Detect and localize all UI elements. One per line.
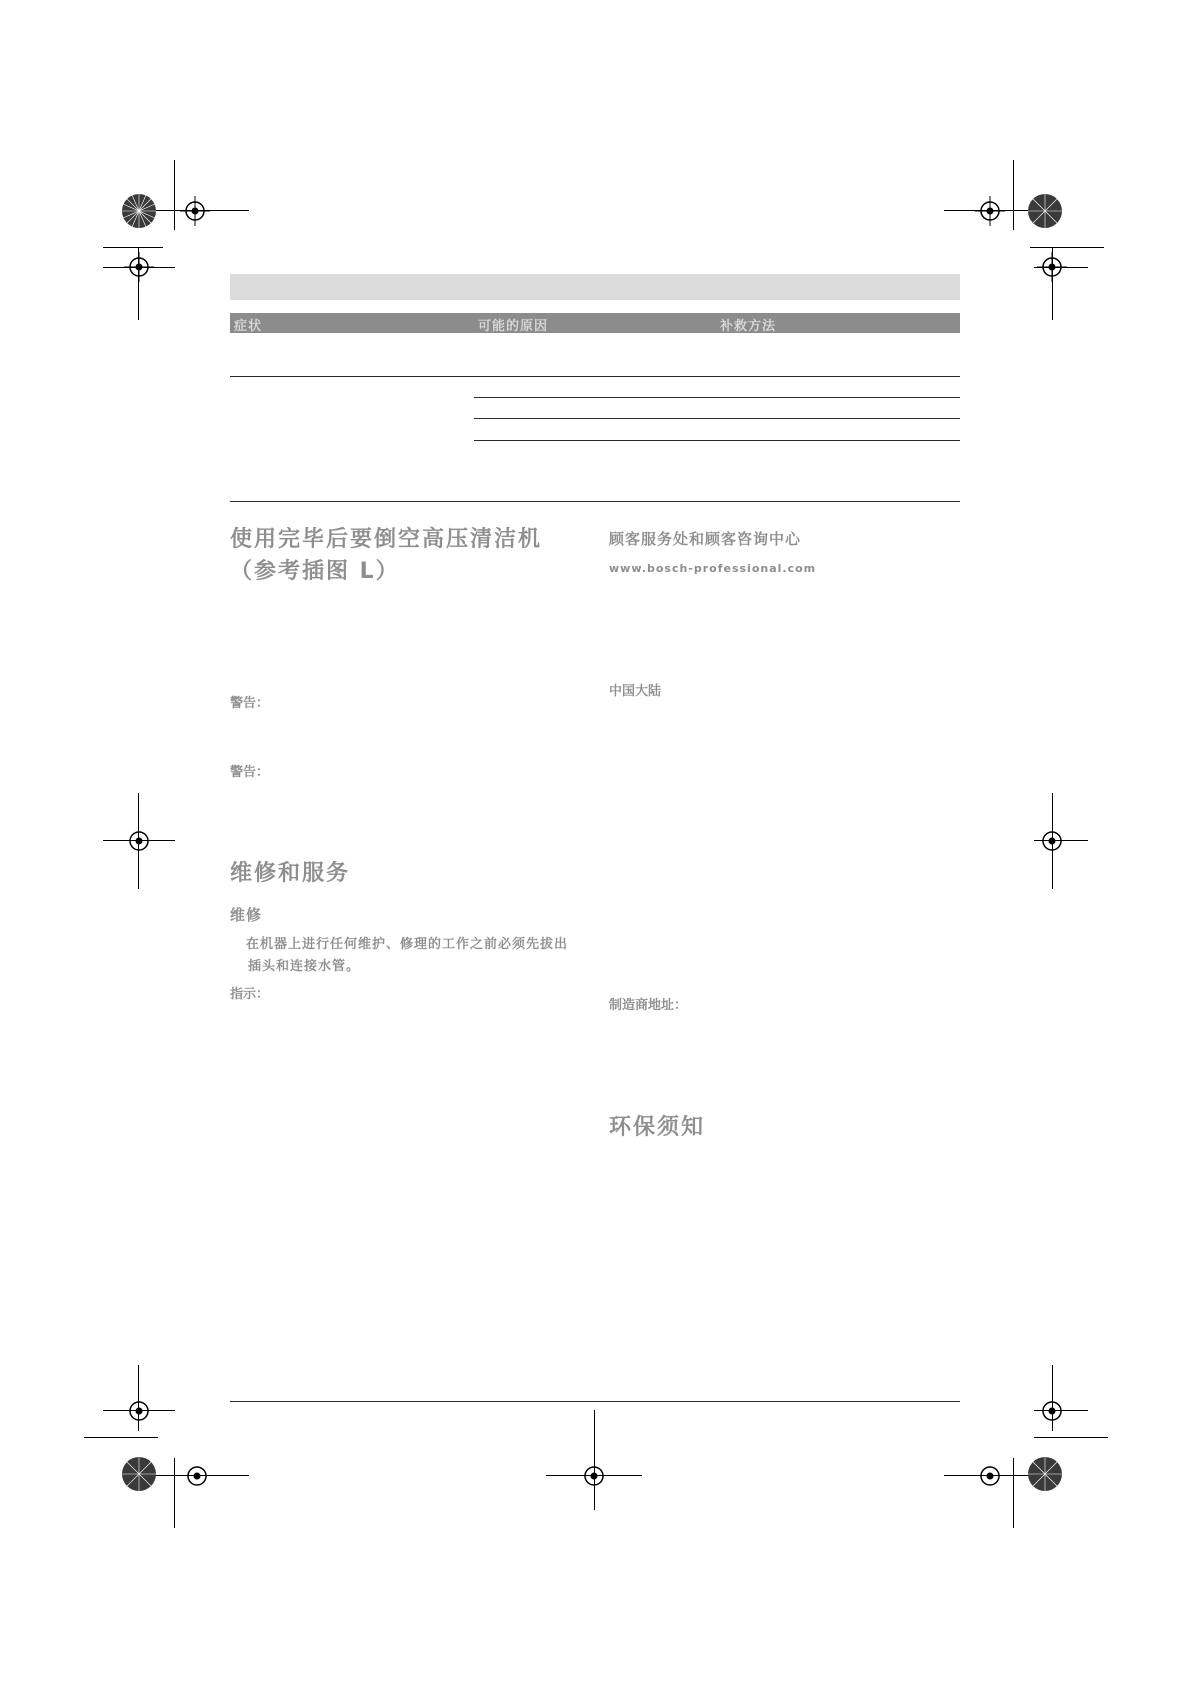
table-bottom-rule <box>230 501 960 502</box>
manufacturer-address-label: 制造商地址： <box>609 998 688 1013</box>
mainland-china-label: 中国大陆 <box>609 684 662 699</box>
maintenance-heading: 维修 <box>230 906 263 924</box>
crosshair-icon <box>124 1396 154 1426</box>
crosshair-icon <box>1037 826 1067 856</box>
bosch-website-link[interactable]: www.bosch-professional.com <box>609 562 817 575</box>
customer-service-heading: 顾客服务处和顾客咨询中心 <box>609 530 802 548</box>
crosshair-icon <box>1037 1396 1067 1426</box>
section-title-maintenance-service: 维修和服务 <box>230 861 351 886</box>
header-remedy: 补救方法 <box>720 319 777 334</box>
crosshair-icon <box>579 1461 609 1491</box>
header-symptom: 症状 <box>234 319 263 334</box>
header-band <box>230 274 960 300</box>
crosshair-icon <box>975 196 1005 226</box>
section-title-empty-machine <box>230 524 542 588</box>
warning-label: 警告： <box>230 765 270 780</box>
registration-rosette-icon <box>1027 1456 1063 1492</box>
title-line: （参考插图 L） <box>230 559 400 584</box>
troubleshooting-table-header <box>230 313 960 333</box>
crosshair-icon <box>124 826 154 856</box>
table-row-divider <box>474 397 960 398</box>
registration-rosette-icon <box>121 193 157 229</box>
crosshair-icon <box>975 1461 1005 1491</box>
footer-rule <box>230 1401 960 1402</box>
table-row-divider <box>474 418 960 419</box>
note-label: 指示： <box>230 987 270 1002</box>
registration-rosette-icon <box>121 1456 157 1492</box>
crosshair-icon <box>182 1461 212 1491</box>
maintenance-instruction <box>246 934 568 978</box>
warning-label: 警告： <box>230 696 270 711</box>
crosshair-icon <box>1037 252 1067 282</box>
table-row-divider <box>474 440 960 441</box>
title-line: 使用完毕后要倒空高压清洁机 <box>230 527 543 552</box>
crosshair-icon <box>124 252 154 282</box>
header-possible-cause: 可能的原因 <box>478 319 549 334</box>
table-row-divider <box>230 376 960 377</box>
text-line: 插头和连接水管。 <box>248 959 361 974</box>
text-line: 在机器上进行任何维护、修理的工作之前必须先拔出 <box>246 937 569 952</box>
registration-rosette-icon <box>1027 193 1063 229</box>
crosshair-icon <box>180 196 210 226</box>
environment-notice-title: 环保须知 <box>609 1115 706 1140</box>
